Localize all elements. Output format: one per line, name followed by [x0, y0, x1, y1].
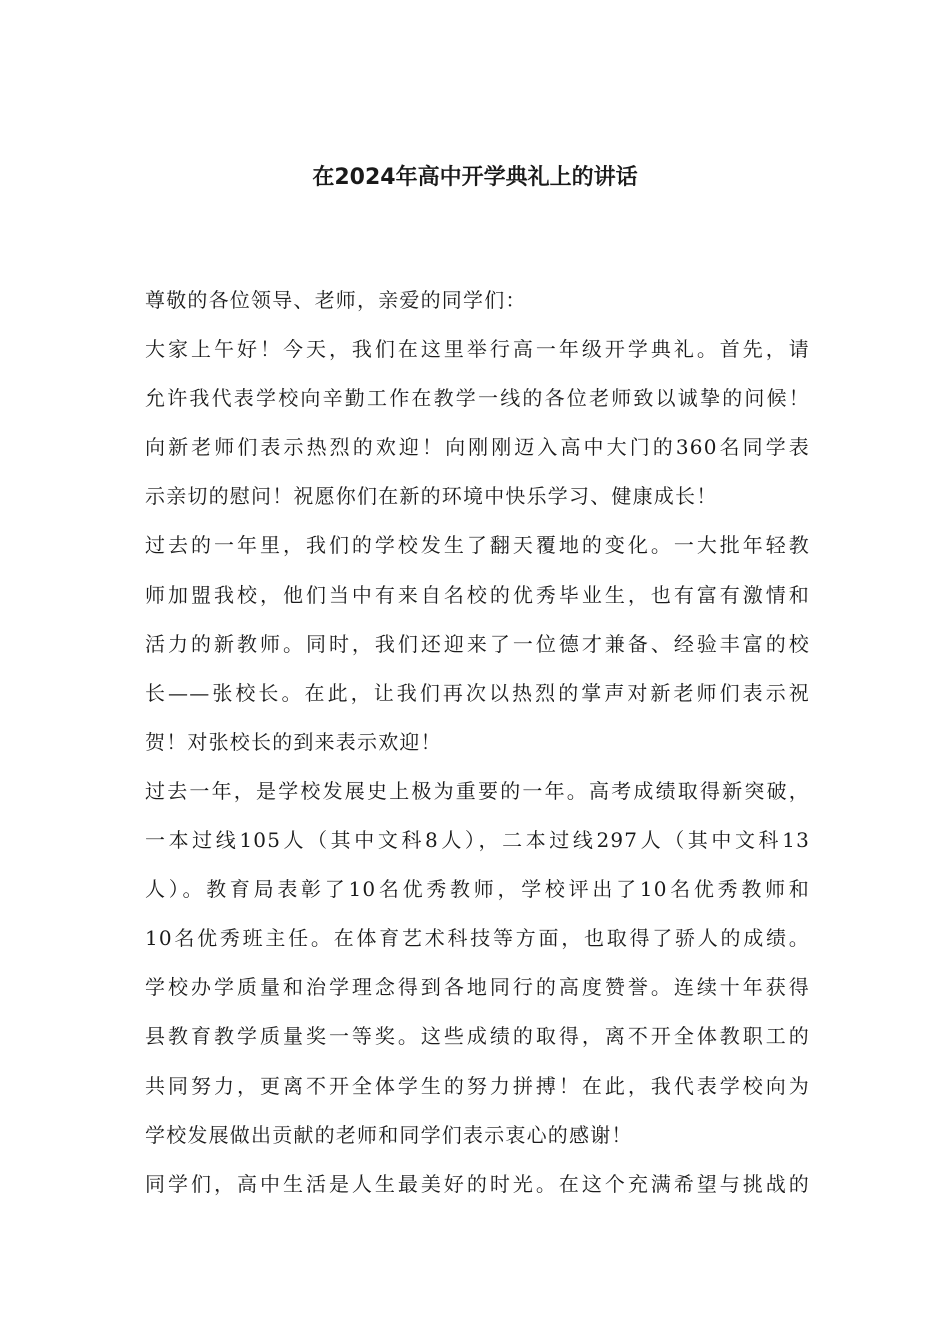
text-line: 活力的新教师。同时，我们还迎来了一位德才兼备、经验丰富的校	[145, 631, 810, 656]
text-line: 大家上午好！今天，我们在这里举行高一年级开学典礼。首先，请	[145, 337, 810, 362]
text-line: 同学们，高中生活是人生最美好的时光。在这个充满希望与挑战的	[145, 1171, 810, 1196]
text-line: 贺！对张校长的到来表示欢迎！	[145, 729, 442, 754]
text-line: 向新老师们表示热烈的欢迎！向刚刚迈入高中大门的360名同学表	[145, 435, 810, 460]
text-line: 学校发展做出贡献的老师和同学们表示衷心的感谢！	[145, 1122, 633, 1147]
text-line: 过去的一年里，我们的学校发生了翻天覆地的变化。一大批年轻教	[145, 533, 810, 558]
text-line: 共同努力，更离不开全体学生的努力拼搏！在此，我代表学校向为	[145, 1073, 810, 1098]
text-line: 10名优秀班主任。在体育艺术科技等方面，也取得了骄人的成绩。	[145, 926, 810, 951]
text-line: 人）。教育局表彰了10名优秀教师，学校评出了10名优秀教师和	[145, 877, 810, 902]
text-line: 一本过线105人（其中文科8人），二本过线297人（其中文科13	[145, 828, 810, 853]
text-line: 示亲切的慰问！祝愿你们在新的环境中快乐学习、健康成长！	[145, 484, 718, 509]
speech-body	[145, 283, 810, 1216]
document-title: 在2024年高中开学典礼上的讲话	[312, 165, 638, 190]
text-line: 允许我代表学校向辛勤工作在教学一线的各位老师致以诚挚的问候！	[145, 386, 810, 411]
text-line: 尊敬的各位领导、老师，亲爱的同学们：	[145, 288, 527, 312]
text-line: 师加盟我校，他们当中有来自名校的优秀毕业生，也有富有激情和	[145, 582, 810, 607]
text-line: 县教育教学质量奖一等奖。这些成绩的取得，离不开全体教职工的	[145, 1024, 810, 1049]
text-line: 长——张校长。在此，让我们再次以热烈的掌声对新老师们表示祝	[145, 680, 810, 705]
text-line: 学校办学质量和治学理念得到各地同行的高度赞誉。连续十年获得	[145, 975, 810, 1000]
text-line: 过去一年，是学校发展史上极为重要的一年。高考成绩取得新突破，	[145, 778, 810, 803]
